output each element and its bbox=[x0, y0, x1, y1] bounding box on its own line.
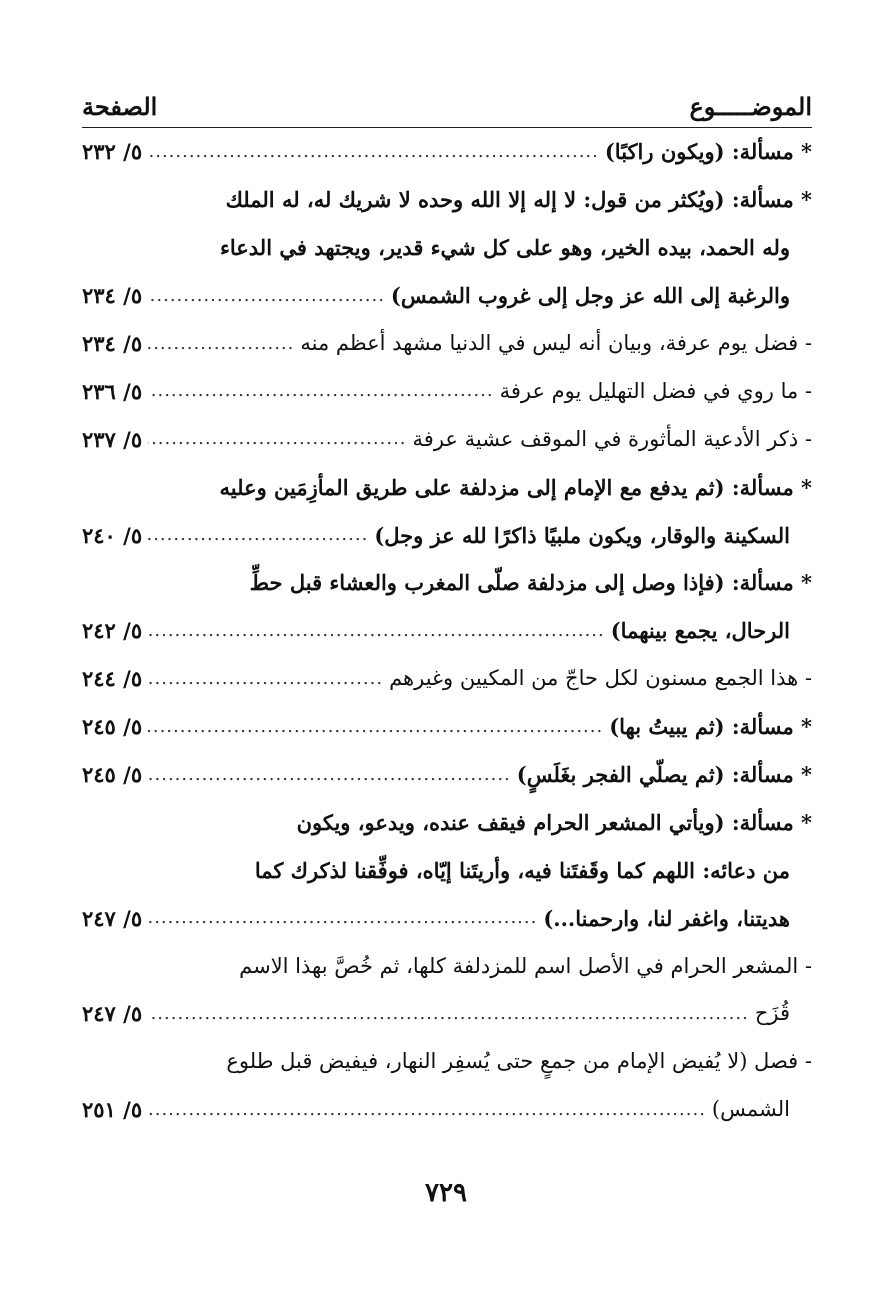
toc-entry bbox=[82, 463, 812, 559]
toc-entry-text: هديتنا، واغفر لنا، وارحمنا...) bbox=[543, 905, 790, 931]
toc-entry bbox=[82, 415, 812, 463]
leader-dots bbox=[148, 335, 294, 353]
toc-entry bbox=[82, 798, 812, 942]
toc-entry-page: ٥/ ٢٣٢ bbox=[82, 139, 143, 165]
toc-entry-text: * مسألة: (ويكون راكبًا) bbox=[604, 139, 812, 165]
toc-entry bbox=[82, 367, 812, 415]
toc-entry bbox=[82, 703, 812, 751]
toc-entry bbox=[82, 559, 812, 655]
toc-entry-page: ٥/ ٢٣٧ bbox=[82, 426, 143, 452]
leader-dots bbox=[148, 1005, 749, 1023]
toc-entry bbox=[82, 751, 812, 799]
leader-dots bbox=[148, 766, 511, 784]
toc-entry-text: * مسألة: (ثم يبيتُ بها) bbox=[609, 714, 812, 740]
toc-entry-text: * مسألة: (ثم يصلّي الفجر بغَلَسٍ) bbox=[516, 762, 812, 788]
toc-entry-text: - فصل (لا يُفيض الإمام من جمعٍ حتى يُسفِر النهار، فيفيض قبل طلوع bbox=[226, 1049, 812, 1074]
leader-dots bbox=[148, 670, 383, 688]
toc-entry-text: - فضل يوم عرفة، وبيان أنه ليس في الدنيا مشهد أعظم منه bbox=[300, 331, 812, 355]
toc-entry-text: * مسألة: (فإذا وصل إلى مزدلفة صلّى المغرب والعشاء قبل حطِّ bbox=[249, 570, 812, 596]
leader-dots bbox=[148, 143, 599, 161]
toc-entry-page: ٥/ ٢٤٥ bbox=[82, 714, 143, 740]
toc-entry-text: وله الحمد، بيده الخير، وهو على كل شيء قدير، ويجتهد في الدعاء bbox=[219, 235, 790, 261]
toc-entry bbox=[82, 176, 812, 320]
leader-dots bbox=[148, 526, 368, 544]
toc-entry-page: ٥/ ٢٣٤ bbox=[82, 331, 143, 356]
toc-entry-text: السكينة والوقار، ويكون ملبيًا ذاكرًا لله عز وجل) bbox=[374, 522, 790, 548]
leader-dots bbox=[148, 430, 406, 448]
toc-entry bbox=[82, 1038, 812, 1134]
leader-dots bbox=[148, 382, 493, 400]
toc-entry-page: ٥/ ٢٤٥ bbox=[82, 762, 143, 788]
toc-header bbox=[82, 84, 812, 128]
toc-entry-page: ٥/ ٢٥١ bbox=[82, 1097, 143, 1123]
toc-entry-text: الشمس) bbox=[711, 1097, 790, 1122]
toc-entry-page: ٥/ ٢٤٢ bbox=[82, 618, 143, 644]
toc-entry-page: ٥/ ٢٤٧ bbox=[82, 905, 143, 931]
topic-column-label: الموضـــــوع bbox=[689, 92, 812, 121]
toc-entry-text: من دعائه: اللهم كما وقَفتَنا فيه، وأريتَنا إيّاه، فوفِّقنا لذكرك كما bbox=[254, 857, 790, 883]
toc-entry-text: * مسألة: (ويأتي المشعر الحرام فيقف عنده، ويدعو، ويكون bbox=[296, 809, 812, 835]
toc-entry-text: - ما روي في فضل التهليل يوم عرفة bbox=[499, 378, 812, 403]
toc-entry-text: - المشعر الحرام في الأصل اسم للمزدلفة كلها، ثم خُصَّ بهذا الاسم bbox=[239, 953, 812, 978]
table-of-contents bbox=[82, 128, 812, 1134]
toc-entry-text: - هذا الجمع مسنون لكل حاجّ من المكيين وغيرهم bbox=[389, 666, 812, 691]
page-number: ٧٢٩ bbox=[425, 1178, 467, 1208]
toc-entry bbox=[82, 320, 812, 368]
toc-entry bbox=[82, 128, 812, 176]
leader-dots bbox=[148, 287, 385, 305]
leader-dots bbox=[148, 718, 603, 736]
toc-entry-page: ٥/ ٢٣٦ bbox=[82, 378, 143, 404]
toc-entry-page: ٥/ ٢٤٤ bbox=[82, 666, 143, 692]
leader-dots bbox=[148, 1101, 706, 1119]
leader-dots bbox=[148, 909, 537, 927]
toc-entry bbox=[82, 942, 812, 1038]
toc-entry bbox=[82, 655, 812, 703]
toc-entry-text: قُزَح bbox=[754, 1001, 790, 1026]
toc-entry-page: ٥/ ٢٣٤ bbox=[82, 283, 143, 309]
toc-entry-text: - ذكر الأدعية المأثورة في الموقف عشية عرفة bbox=[412, 426, 812, 451]
toc-entry-page: ٥/ ٢٤٠ bbox=[82, 522, 143, 548]
toc-entry-text: * مسألة: (ثم يدفع مع الإمام إلى مزدلفة على طريق المأزِمَين وعليه bbox=[219, 474, 812, 500]
leader-dots bbox=[148, 622, 605, 640]
toc-entry-text: الرحال، يجمع بينهما) bbox=[610, 618, 790, 644]
toc-entry-page: ٥/ ٢٤٧ bbox=[82, 1001, 143, 1027]
toc-entry-text: * مسألة: (ويُكثر من قول: لا إله إلا الله وحده لا شريك له، له الملك bbox=[225, 187, 812, 213]
toc-entry-text: والرغبة إلى الله عز وجل إلى غروب الشمس) bbox=[390, 283, 790, 309]
page-column-label: الصفحة bbox=[82, 92, 158, 121]
